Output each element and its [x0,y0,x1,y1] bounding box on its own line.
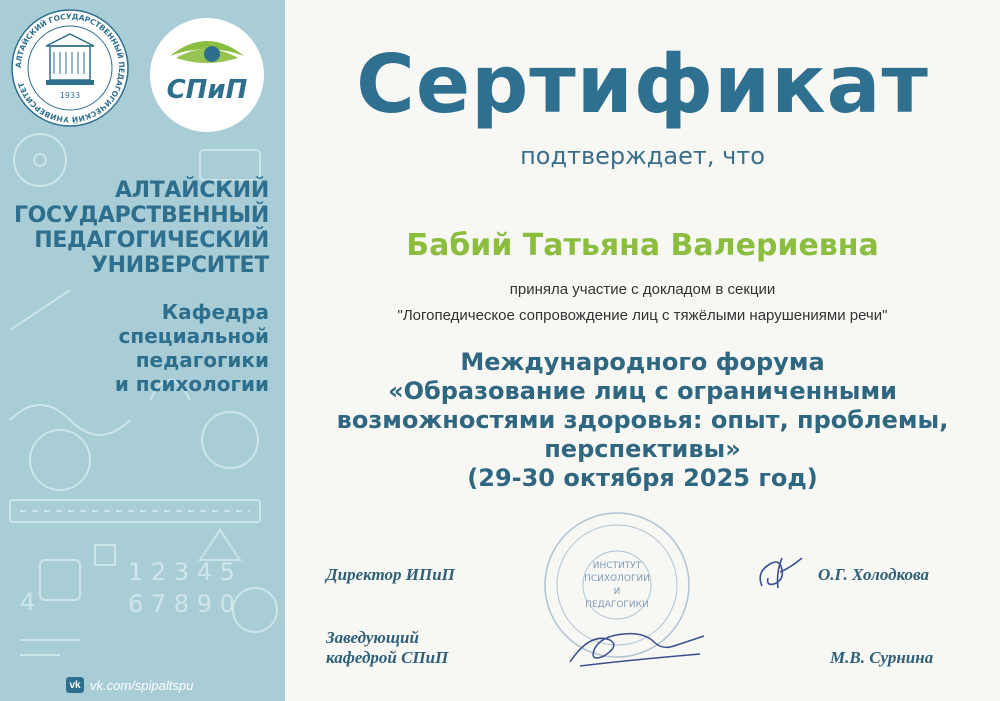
participation-text: приняла участие с докладом в секции [509,281,776,298]
director-signature [752,550,812,595]
head-role-line: кафедрой СПиП [326,648,449,667]
vk-link-text[interactable]: vk.com/spipaltspu [90,677,194,693]
stamp-line: ИНСТИТУТ [592,561,642,571]
department-name [115,300,269,396]
stamp-line: И [613,587,621,597]
forum-dates: (29-30 октября 2025 год) [467,464,818,492]
logo-text: СПиП [166,75,248,105]
university-line: ПЕДАГОГИЧЕСКИЙ [34,228,269,253]
spip-logo [148,16,266,134]
svg-text:4: 4 [20,588,36,616]
department-line: педагогики [135,348,269,372]
svg-text:1 2 3 4 5: 1 2 3 4 5 [128,558,235,586]
seal-ring-text: АЛТАЙСКИЙ ГОСУДАРСТВЕННЫЙ ПЕДАГОГИЧЕСКИЙ УНИВЕРСИТЕТ [13,11,127,125]
forum-line: Международного форума [460,348,825,376]
section-name: "Логопедическое сопровождение лиц с тяжёлыми нарушениями речи" [397,307,888,324]
head-role [326,628,448,668]
head-signature [560,620,720,675]
seal-year: 1933 [59,91,81,100]
stamp-line: ПСИХОЛОГИИ [584,574,650,584]
department-line: Кафедра [161,300,269,324]
head-name: М.В. Сурнина [830,648,934,667]
recipient-name: Бабий Татьяна Валериевна [406,228,879,263]
head-role-line: Заведующий [326,628,419,647]
university-line: УНИВЕРСИТЕТ [90,253,269,278]
department-line: и психологии [114,372,269,396]
svg-text:6 7 8 9 0: 6 7 8 9 0 [128,590,235,618]
certificate-title: Сертификат [356,38,929,131]
certificate-subtitle: подтверждает, что [520,142,765,170]
university-line: АЛТАЙСКИЙ [115,178,269,203]
university-seal [10,8,130,128]
forum-line: перспективы» [544,435,741,463]
stamp-line: ПЕДАГОГИКИ [585,600,649,610]
university-name [14,178,269,278]
forum-line: возможностями здоровья: опыт, проблемы, [336,406,949,434]
vk-link[interactable] [66,677,193,693]
director-name: О.Г. Холодкова [818,565,929,584]
forum-line: «Образование лиц с ограниченными [388,377,897,405]
director-role: Директор ИПиП [326,565,455,584]
sidebar-panel [0,0,285,701]
forum-name [285,348,1000,493]
university-line: ГОСУДАРСТВЕННЫЙ [13,203,269,228]
department-line: специальной [118,324,269,348]
vk-icon: vk [66,677,84,693]
